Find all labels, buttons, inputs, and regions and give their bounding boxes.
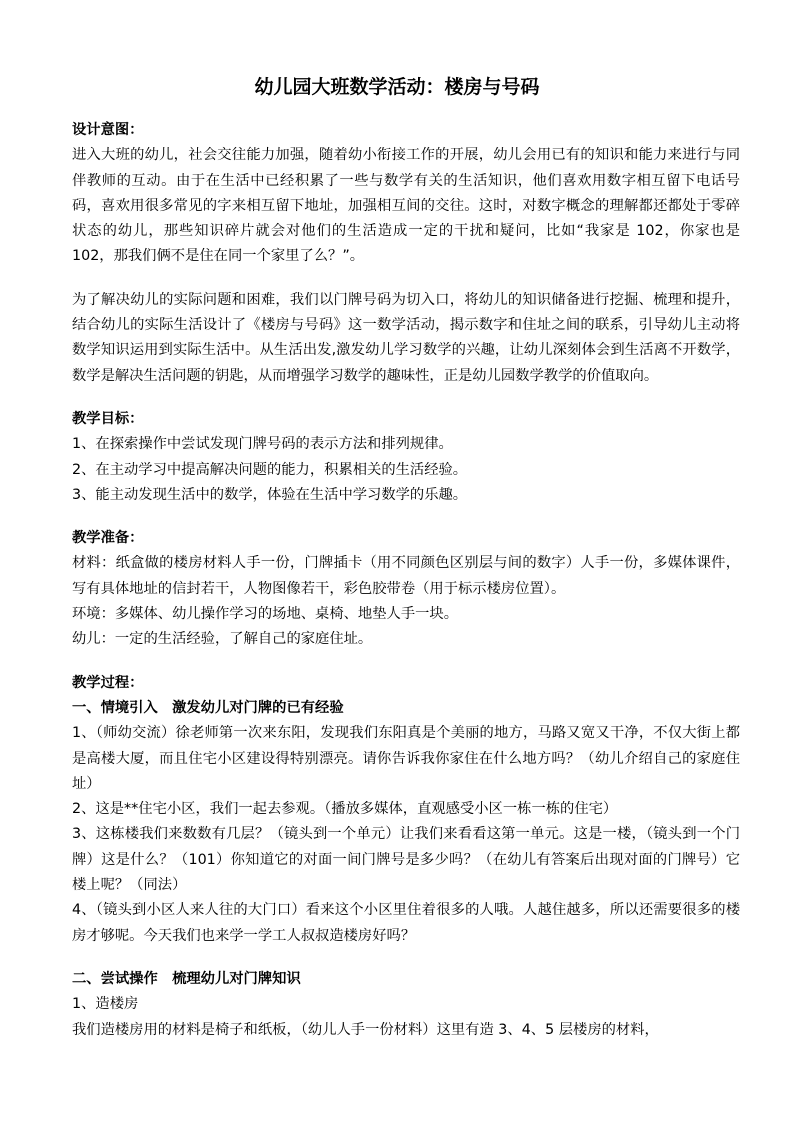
spacer <box>72 270 740 288</box>
spacer <box>72 653 740 671</box>
design-intent-paragraph-2: 为了解决幼儿的实际问题和困难，我们以门牌号码为切入口，将幼儿的知识储备进行挖掘、梳理和提升，结合幼儿的实际生活设计了《楼房与号码》这一数学活动，揭示数字和住址之间的联系，引导幼儿主动将数学知识运用到实际生活中。从生活出发,激发幼儿学习数学的兴趣，让幼儿深刻体会到生活离不开数学，数学是解决生活问题的钥匙，从而增强学习数学的趣味性，正是幼儿园数学教学的价值取向。 <box>72 291 740 384</box>
spacer <box>72 949 740 967</box>
document-body <box>72 118 740 1043</box>
goal-item: 2、在主动学习中提高解决问题的能力，积累相关的生活经验。 <box>72 461 468 478</box>
design-intent-paragraph-1: 进入大班的幼儿，社会交往能力加强，随着幼小衔接工作的开展，幼儿会用已有的知识和能力来进行与同伴教师的互动。由于在生活中已经积累了一些与数学有关的生活知识，他们喜欢用数字相互留下电话号码，喜欢用很多常见的字来相互留下地址，加强相互间的交往。这时，对数字概念的理解都还都处于零碎状态的幼儿，那些知识碎片就会对他们的生活造成一定的干扰和疑问，比如“我家是 102，你家也是 102，那我们俩不是住在同一个家里了么？”。 <box>72 147 740 265</box>
process-step: 3、这栋楼我们来数数有几层？（镜头到一个单元）让我们来看看这第一单元。这是一楼，（镜头到一个门牌）这是什么？（101）你知道它的对面一间门牌号是多少吗？（在幼儿有答案后出现对面的门牌号）它楼上呢？（同法） <box>72 826 740 894</box>
goals-heading: 教学目标： <box>72 410 144 427</box>
process-step: 我们造楼房用的材料是椅子和纸板，（幼儿人手一份材料）这里有造 3、4、5 层楼房的材料， <box>72 1021 659 1038</box>
process-substep-title: 1、造楼房 <box>72 996 139 1013</box>
goal-item: 1、在探索操作中尝试发现门牌号码的表示方法和排列规律。 <box>72 436 453 453</box>
spacer <box>72 389 740 407</box>
goal-item: 3、能主动发现生活中的数学，体验在生活中学习数学的乐趣。 <box>72 486 468 503</box>
process-step: 2、这是**住宅小区，我们一起去参观。（播放多媒体，直观感受小区一栋一栋的住宅） <box>72 801 618 818</box>
preparation-materials: 材料：纸盒做的楼房材料人手一份，门牌插卡（用不同颜色区别层与间的数字）人手一份，多媒体课件，写有具体地址的信封若干，人物图像若干，彩色胶带卷（用于标示楼房位置）。 <box>72 555 740 597</box>
process-section-1-title: 一、情境引入 激发幼儿对门牌的已有经验 <box>72 699 344 716</box>
page-title: 幼儿园大班数学活动：楼房与号码 <box>254 76 540 98</box>
design-intent-heading: 设计意图： <box>72 122 144 138</box>
spacer <box>72 508 740 526</box>
process-section-2-title: 二、尝试操作 梳理幼儿对门牌知识 <box>72 970 301 987</box>
process-step: 4、（镜头到小区人来人往的大门口）看来这个小区里住着很多的人哦。人越住越多，所以还需要很多的楼房才够呢。今天我们也来学一学工人叔叔造楼房好吗？ <box>72 902 740 944</box>
process-heading: 教学过程： <box>72 674 144 691</box>
preparation-children: 幼儿：一定的生活经验，了解自己的家庭住址。 <box>72 631 373 648</box>
preparation-heading: 教学准备： <box>72 530 144 547</box>
process-step: 1、（师幼交流）徐老师第一次来东阳，发现我们东阳真是个美丽的地方，马路又宽又干净，不仅大街上都是高楼大厦，而且住宅小区建设得特别漂亮。请你告诉我你家住在什么地方吗？（幼儿介绍自己的家庭住址） <box>72 725 740 792</box>
preparation-environment: 环境：多媒体、幼儿操作学习的场地、桌椅、地垫人手一块。 <box>72 606 459 623</box>
